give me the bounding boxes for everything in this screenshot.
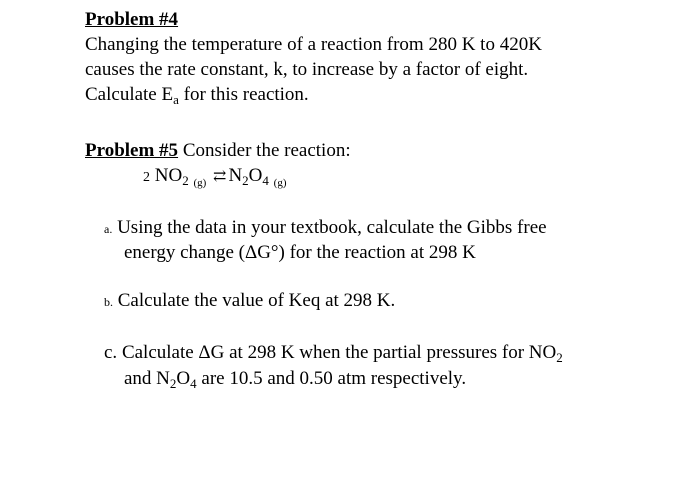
part-c-text-1-sub: 2 [556, 350, 563, 365]
equation-coefficient: 2 [143, 170, 150, 185]
problem-5-header-line [85, 139, 351, 163]
problem-4-heading: Problem #4 [85, 9, 179, 30]
part-c-text-2-mid: O [176, 368, 191, 389]
part-c-text-2-pre: and N [124, 368, 170, 389]
part-a-line-1 [104, 216, 547, 241]
part-a-line-2: energy change (ΔG°) for the reaction at 298 K [124, 242, 476, 263]
equation-reactant-state: (g) [193, 177, 207, 189]
part-c-text-1: Calculate ΔG at 298 K when the partial pressures for NO [117, 342, 557, 363]
equation-product-n-sub: 2 [242, 173, 249, 188]
part-a-text-1: Using the data in your textbook, calculate the Gibbs free [112, 217, 547, 238]
equation-product-o: O [248, 165, 263, 186]
part-c-marker: c. [104, 342, 118, 363]
equation-product-n: N [228, 165, 243, 186]
part-b-marker: b. [104, 295, 113, 309]
problem-4-line-3-post: for this reaction. [178, 84, 309, 105]
part-c-text-2-post: are 10.5 and 0.50 atm respectively. [196, 368, 467, 389]
equation-reactant: NO [154, 165, 183, 186]
reaction-equation [143, 164, 286, 195]
problem-5-heading: Problem #5 [85, 140, 179, 161]
part-b-line-1 [104, 289, 395, 314]
part-c-text-2-sub1: 2 [169, 376, 177, 391]
part-c-text-2-sub2: 4 [190, 376, 197, 391]
equilibrium-arrow-icon: ⇄ [213, 168, 227, 185]
problem-5-intro: Consider the reaction: [178, 140, 351, 161]
problem-4-line-3 [85, 83, 309, 107]
problem-4-line-2: causes the rate constant, k, to increase by a factor of eight. [85, 59, 529, 80]
part-b-text-1: Calculate the value of Keq at 298 K. [113, 290, 396, 311]
problem-4-line-3-pre: Calculate E [85, 84, 174, 105]
part-c-line-2 [124, 367, 466, 391]
problem-4-line-1: Changing the temperature of a reaction from 280 K to 420K [85, 34, 542, 55]
equation-reactant-sub: 2 [182, 173, 189, 188]
equation-product-state: (g) [273, 177, 287, 189]
equation-product-o-sub: 4 [262, 173, 269, 188]
problem-4-line-3-sub: a [173, 92, 179, 107]
part-a-marker: a. [104, 222, 113, 236]
part-c-line-1 [104, 341, 563, 365]
